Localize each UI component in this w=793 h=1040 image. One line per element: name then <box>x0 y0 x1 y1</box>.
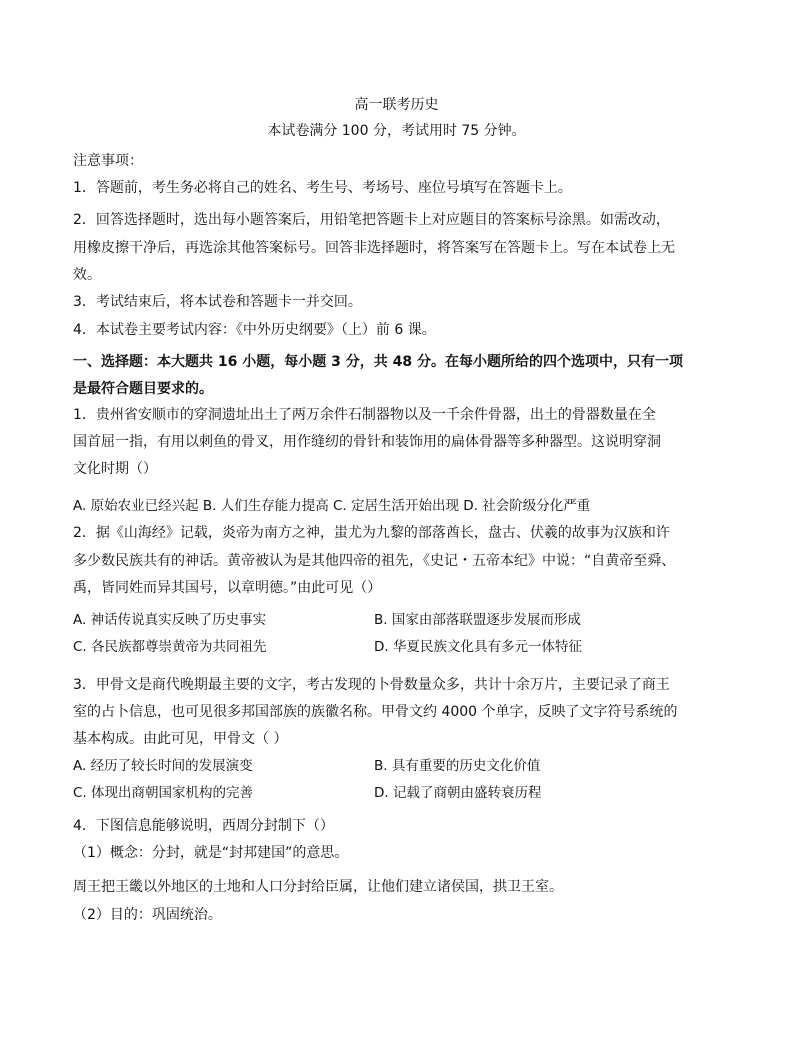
q4-purpose: （2）目的：巩固统治。 <box>73 907 222 923</box>
notice-item: 1．答题前，考生务必将自己的姓名、考生号、考场号、座位号填写在答题卡上。 <box>73 180 572 196</box>
q1-options: A. 原始农业已经兴起 B. 人们生存能力提高 C. 定居生活开始出现 D. 社会阶级分化严重 <box>73 498 591 514</box>
q4-detail: 周王把王畿以外地区的土地和人口分封给臣属，让他们建立诸侯国，拱卫王室。 <box>73 879 563 895</box>
q2-stem: 多少数民族共有的神话。黄帝被认为是其他四帝的祖先，《史记・五帝本纪》中说：“自黄帝至舜、 <box>73 553 676 569</box>
q2-option-b: B. 国家由部落联盟逐步发展而形成 <box>374 612 581 628</box>
section-heading: 一、选择题：本大题共 16 小题，每小题 3 分，共 48 分。在每小题所给的四个选项中，只有一项 <box>73 354 683 370</box>
q3-stem: 室的占卜信息，也可见很多邦国部族的族徽名称。甲骨文约 4000 个单字，反映了文字符号系统的 <box>73 704 678 720</box>
q3-option-a: A. 经历了较长时间的发展演变 <box>73 758 253 774</box>
q2-option-a: A. 神话传说真实反映了历史事实 <box>73 612 267 628</box>
q2-option-c: C. 各民族都尊崇黄帝为共同祖先 <box>73 639 267 655</box>
exam-subtitle: 本试卷满分 100 分，考试用时 75 分钟。 <box>267 123 526 139</box>
notice-item: 2．回答选择题时，选出每小题答案后，用铅笔把答题卡上对应题目的答案标号涂黑。如需改动， <box>73 212 670 228</box>
q2-stem: 禹，皆同姓而异其国号，以章明德。”由此可见（） <box>73 580 382 596</box>
notice-item: 效。 <box>73 267 101 283</box>
section-heading: 是最符合题目要求的。 <box>73 381 213 397</box>
q3-option-d: D. 记载了商朝由盛转衰历程 <box>374 785 542 801</box>
q1-stem: 国首屈一指，有用以刺鱼的骨叉，用作缝纫的骨针和装饰用的扁体骨器等多种器型。这说明穿洞 <box>73 434 661 450</box>
q1-stem: 1．贵州省安顺市的穿洞遗址出土了两万余件石制器物以及一千余件骨器，出土的骨器数量在全 <box>73 407 656 423</box>
q3-stem: 3．甲骨文是商代晚期最主要的文字，考古发现的卜骨数量众多，共计十余万片，主要记录了商王 <box>73 677 670 693</box>
q3-option-c: C. 体现出商朝国家机构的完善 <box>73 785 254 801</box>
q3-option-b: B. 具有重要的历史文化价值 <box>374 758 541 774</box>
notice-item: 4．本试卷主要考试内容：《中外历史纲要》（上）前 6 课。 <box>73 322 436 338</box>
q3-stem: 基本构成。由此可见，甲骨文（ ） <box>73 731 288 747</box>
q2-option-d: D. 华夏民族文化具有多元一体特征 <box>374 639 582 655</box>
notice-item: 用橡皮擦干净后，再选涂其他答案标号。回答非选择题时，将答案写在答题卡上。写在本试卷上无 <box>73 240 675 256</box>
notice-item: 3．考试结束后，将本试卷和答题卡一并交回。 <box>73 294 362 310</box>
q1-stem: 文化时期（） <box>73 461 157 477</box>
exam-title: 高一联考历史 <box>354 97 439 113</box>
q4-concept: （1）概念：分封，就是“封邦建国”的意思。 <box>73 845 349 861</box>
q4-stem: 4．下图信息能够说明，西周分封制下（） <box>73 818 334 834</box>
q2-stem: 2．据《山海经》记载，炎帝为南方之神，蚩尤为九黎的部落酋长，盘古、伏羲的故事为汉族和许 <box>73 525 670 541</box>
notice-heading: 注意事项： <box>73 153 143 169</box>
